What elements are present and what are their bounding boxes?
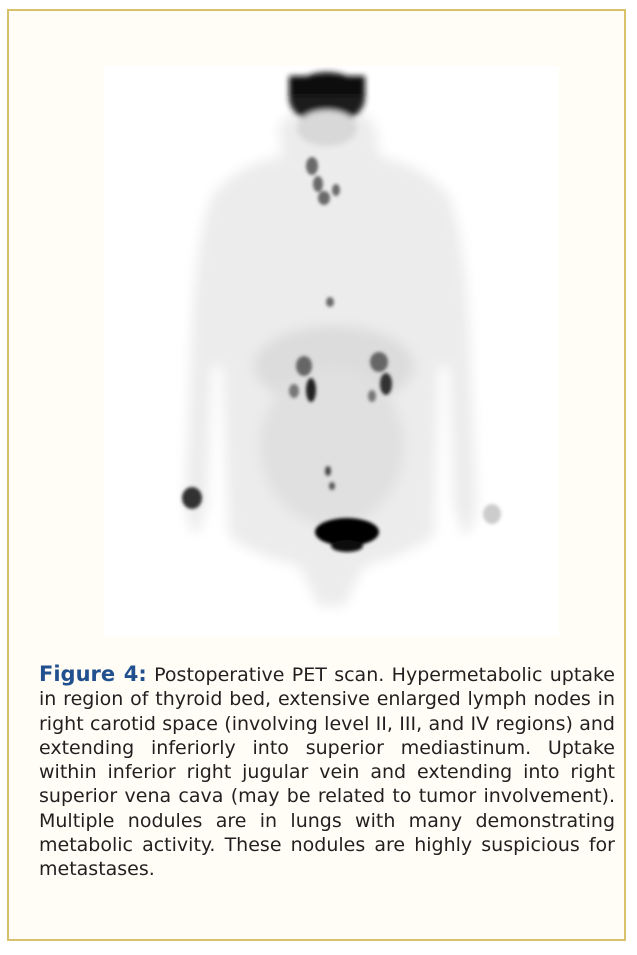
figure-frame bbox=[7, 9, 626, 941]
figure-caption-text: Postoperative PET scan. Hypermetabolic uptake in region of thyroid bed, extensive enlarged lymph nodes in right carotid space (involving level II, III, and IV regions) and extending inferiorly into superior mediastinum. Uptake within inferior right jugular vein and extending into right superior vena cava (may be related to tumor involvement). Multiple nodules are in lungs with many demonstrating metabolic activity. These nodules are highly suspicious for metastases. bbox=[39, 664, 615, 881]
figure-caption bbox=[39, 662, 615, 882]
figure-label: Figure 4: bbox=[39, 662, 147, 686]
pet-scan-image bbox=[104, 66, 559, 636]
